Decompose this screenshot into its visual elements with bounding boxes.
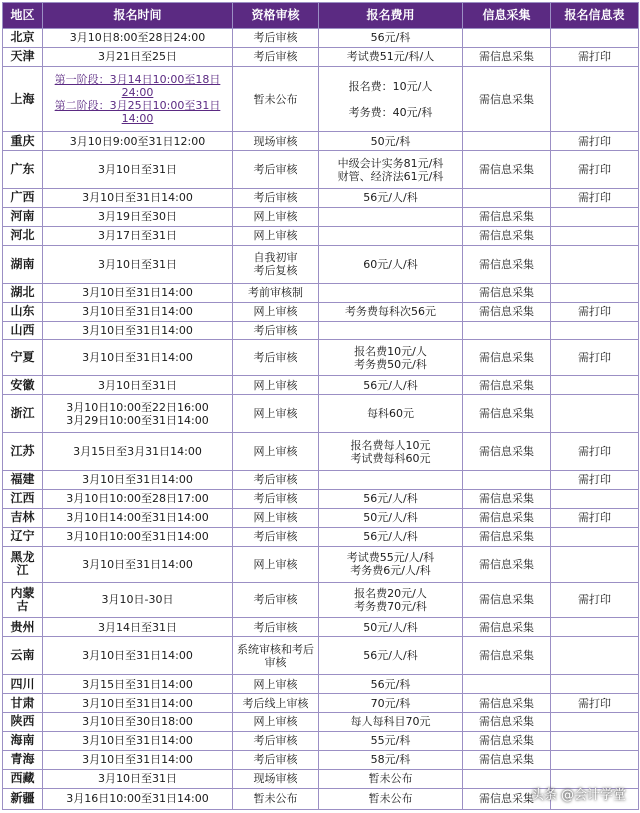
table-row [3,132,639,151]
cell-fee: 56元/人/科 [319,188,463,207]
cell-form: 需打印 [551,302,639,321]
cell-time: 3月10日10:00至31日14:00 [43,527,233,546]
header-audit: 资格审核 [233,3,319,29]
cell-fee [319,207,463,226]
cell-info: 需信息采集 [463,788,551,809]
cell-audit: 现场审核 [233,132,319,151]
cell-fee [319,226,463,245]
table-row [3,527,639,546]
cell-region: 四川 [3,675,43,694]
cell-info: 需信息采集 [463,340,551,376]
table-row [3,283,639,302]
cell-audit: 考后审核 [233,750,319,769]
cell-form [551,546,639,582]
cell-time [43,66,233,131]
cell-fee: 70元/科 [319,694,463,713]
table-row [3,302,639,321]
cell-region: 河北 [3,226,43,245]
cell-fee [319,283,463,302]
table-row [3,546,639,582]
cell-region: 重庆 [3,132,43,151]
cell-form: 需打印 [551,582,639,618]
cell-fee: 报名费10元/人 考务费50元/科 [319,340,463,376]
cell-audit: 网上审核 [233,395,319,433]
cell-audit: 考后审核 [233,731,319,750]
cell-fee: 56元/科 [319,675,463,694]
cell-info: 需信息采集 [463,489,551,508]
cell-time: 3月10日至31日 [43,769,233,788]
cell-form: 需打印 [551,340,639,376]
cell-region: 天津 [3,47,43,66]
cell-time: 3月10日至31日14:00 [43,340,233,376]
cell-time: 3月10日至30日18:00 [43,712,233,731]
cell-time: 3月10日至31日14:00 [43,188,233,207]
cell-fee: 暂未公布 [319,788,463,809]
cell-time: 3月10日10:00至28日17:00 [43,489,233,508]
cell-fee: 60元/人/科 [319,245,463,283]
cell-time: 3月10日至31日 [43,376,233,395]
cell-time: 3月10日-30日 [43,582,233,618]
cell-form: 需打印 [551,508,639,527]
cell-fee: 56元/科 [319,29,463,48]
cell-audit: 系统审核和考后审核 [233,637,319,675]
cell-region: 黑龙江 [3,546,43,582]
cell-fee: 报名费每人10元 考试费每科60元 [319,433,463,471]
table-row [3,675,639,694]
cell-time: 3月10日10:00至22日16:00 3月29日10:00至31日14:00 [43,395,233,433]
cell-form [551,283,639,302]
cell-time: 3月10日至31日 [43,151,233,189]
cell-audit: 网上审核 [233,302,319,321]
cell-fee [319,321,463,340]
cell-time: 3月14日至31日 [43,618,233,637]
cell-fee: 56元/人/科 [319,376,463,395]
cell-fee: 56元/人/科 [319,527,463,546]
cell-region: 甘肃 [3,694,43,713]
cell-fee: 50元/科 [319,132,463,151]
cell-audit: 网上审核 [233,207,319,226]
cell-form [551,750,639,769]
cell-form [551,489,639,508]
cell-info: 需信息采集 [463,207,551,226]
header-fee: 报名费用 [319,3,463,29]
cell-info: 需信息采集 [463,694,551,713]
table-row [3,731,639,750]
cell-info: 需信息采集 [463,376,551,395]
cell-audit: 考前审核制 [233,283,319,302]
cell-audit: 网上审核 [233,546,319,582]
cell-time: 3月15日至31日14:00 [43,675,233,694]
cell-info [463,132,551,151]
cell-region: 福建 [3,470,43,489]
table-row [3,188,639,207]
cell-info: 需信息采集 [463,302,551,321]
cell-audit: 考后线上审核 [233,694,319,713]
cell-info: 需信息采集 [463,712,551,731]
table-row [3,226,639,245]
cell-fee: 58元/科 [319,750,463,769]
cell-time: 3月16日10:00至31日14:00 [43,788,233,809]
cell-fee: 50元/人/科 [319,508,463,527]
cell-form [551,618,639,637]
table-row [3,395,639,433]
cell-region: 云南 [3,637,43,675]
cell-region: 山东 [3,302,43,321]
cell-info: 需信息采集 [463,395,551,433]
cell-info: 需信息采集 [463,637,551,675]
cell-region: 陕西 [3,712,43,731]
table-row [3,151,639,189]
watermark: 头条 @会计学堂 [530,788,626,803]
cell-fee: 56元/人/科 [319,637,463,675]
cell-form [551,245,639,283]
table-row [3,618,639,637]
cell-info: 需信息采集 [463,582,551,618]
cell-time: 3月10日至31日14:00 [43,283,233,302]
cell-form [551,29,639,48]
cell-time: 3月10日至31日14:00 [43,694,233,713]
table-row [3,694,639,713]
cell-audit: 考后审核 [233,470,319,489]
cell-form [551,66,639,131]
cell-fee: 考试费51元/科/人 [319,47,463,66]
cell-audit: 考后审核 [233,618,319,637]
time-link: 第一阶段：3月14日10:00至18日24:00 第二阶段：3月25日10:00至31日14:00 [54,73,221,125]
cell-region: 北京 [3,29,43,48]
cell-time: 3月10日至31日14:00 [43,470,233,489]
cell-form: 需打印 [551,188,639,207]
cell-time: 3月10日至31日14:00 [43,546,233,582]
cell-region: 上海 [3,66,43,131]
cell-info: 需信息采集 [463,47,551,66]
cell-form [551,712,639,731]
cell-info [463,675,551,694]
cell-info: 需信息采集 [463,508,551,527]
cell-fee: 50元/人/科 [319,618,463,637]
cell-fee: 中级会计实务81元/科 财管、经济法61元/科 [319,151,463,189]
cell-time: 3月21日至25日 [43,47,233,66]
cell-info: 需信息采集 [463,527,551,546]
cell-time: 3月10日至31日14:00 [43,321,233,340]
table-row [3,582,639,618]
cell-region: 新疆 [3,788,43,809]
cell-audit: 现场审核 [233,769,319,788]
cell-audit: 网上审核 [233,376,319,395]
cell-info: 需信息采集 [463,226,551,245]
cell-region: 广东 [3,151,43,189]
cell-info: 需信息采集 [463,433,551,471]
cell-region: 广西 [3,188,43,207]
cell-region: 山西 [3,321,43,340]
cell-form: 需打印 [551,470,639,489]
cell-time: 3月10日至31日14:00 [43,637,233,675]
cell-audit: 考后审核 [233,489,319,508]
cell-fee: 考试费55元/人/科 考务费6元/人/科 [319,546,463,582]
table-row [3,321,639,340]
cell-info: 需信息采集 [463,283,551,302]
table-row [3,489,639,508]
cell-audit: 网上审核 [233,675,319,694]
cell-audit: 考后审核 [233,188,319,207]
table-row [3,508,639,527]
cell-info: 需信息采集 [463,750,551,769]
header-row [3,3,639,29]
cell-fee: 考务费每科次56元 [319,302,463,321]
header-info: 信息采集 [463,3,551,29]
cell-form [551,731,639,750]
table-row [3,207,639,226]
cell-region: 河南 [3,207,43,226]
cell-info [463,321,551,340]
table-row [3,637,639,675]
cell-form: 需打印 [551,132,639,151]
cell-info: 需信息采集 [463,151,551,189]
cell-audit: 考后审核 [233,321,319,340]
cell-audit: 考后审核 [233,47,319,66]
registration-table [2,2,639,810]
cell-info: 需信息采集 [463,546,551,582]
cell-info: 需信息采集 [463,618,551,637]
cell-form [551,321,639,340]
cell-info: 需信息采集 [463,731,551,750]
cell-form: 需打印 [551,151,639,189]
cell-audit: 暂未公布 [233,66,319,131]
cell-region: 青海 [3,750,43,769]
cell-time: 3月10日至31日14:00 [43,302,233,321]
cell-fee [319,470,463,489]
cell-fee: 报名费20元/人 考务费70元/科 [319,582,463,618]
table-row [3,340,639,376]
cell-fee: 暂未公布 [319,769,463,788]
cell-region: 湖北 [3,283,43,302]
cell-info [463,188,551,207]
cell-fee: 每科60元 [319,395,463,433]
cell-fee: 报名费：10元/人 考务费：40元/科 [319,66,463,131]
table-body [3,29,639,810]
cell-audit: 考后审核 [233,582,319,618]
cell-region: 海南 [3,731,43,750]
cell-region: 辽宁 [3,527,43,546]
cell-region: 江西 [3,489,43,508]
cell-time: 3月10日至31日 [43,245,233,283]
cell-audit: 自我初审 考后复核 [233,245,319,283]
cell-audit: 考后审核 [233,340,319,376]
cell-form [551,675,639,694]
cell-time: 3月19日至30日 [43,207,233,226]
cell-time: 3月10日14:00至31日14:00 [43,508,233,527]
table-row [3,712,639,731]
table-row [3,750,639,769]
cell-time: 3月10日9:00至31日12:00 [43,132,233,151]
cell-audit: 网上审核 [233,226,319,245]
cell-audit: 网上审核 [233,433,319,471]
cell-form [551,207,639,226]
cell-info [463,470,551,489]
cell-audit: 网上审核 [233,712,319,731]
header-form: 报名信息表 [551,3,639,29]
table-row [3,66,639,131]
cell-region: 西藏 [3,769,43,788]
cell-form [551,226,639,245]
cell-region: 湖南 [3,245,43,283]
cell-region: 浙江 [3,395,43,433]
cell-time: 3月10日至31日14:00 [43,731,233,750]
cell-info [463,29,551,48]
cell-audit: 考后审核 [233,527,319,546]
cell-region: 安徽 [3,376,43,395]
cell-form: 需打印 [551,47,639,66]
cell-form [551,527,639,546]
cell-form [551,395,639,433]
cell-fee: 56元/人/科 [319,489,463,508]
cell-time: 3月15日至3月31日14:00 [43,433,233,471]
cell-region: 内蒙古 [3,582,43,618]
table-row [3,245,639,283]
table-row [3,47,639,66]
cell-fee: 55元/科 [319,731,463,750]
table-row [3,29,639,48]
cell-audit: 考后审核 [233,151,319,189]
cell-form [551,376,639,395]
header-time: 报名时间 [43,3,233,29]
cell-time: 3月17日至31日 [43,226,233,245]
table-row [3,376,639,395]
cell-form: 需打印 [551,694,639,713]
cell-audit: 暂未公布 [233,788,319,809]
cell-audit: 考后审核 [233,29,319,48]
table-row [3,433,639,471]
cell-info: 需信息采集 [463,66,551,131]
cell-region: 宁夏 [3,340,43,376]
table-row [3,470,639,489]
cell-form [551,637,639,675]
cell-fee: 每人每科目70元 [319,712,463,731]
cell-time: 3月10日至31日14:00 [43,750,233,769]
cell-info: 需信息采集 [463,245,551,283]
cell-form: 需打印 [551,433,639,471]
cell-audit: 网上审核 [233,508,319,527]
cell-time: 3月10日8:00至28日24:00 [43,29,233,48]
cell-region: 吉林 [3,508,43,527]
header-region: 地区 [3,3,43,29]
cell-region: 贵州 [3,618,43,637]
cell-region: 江苏 [3,433,43,471]
